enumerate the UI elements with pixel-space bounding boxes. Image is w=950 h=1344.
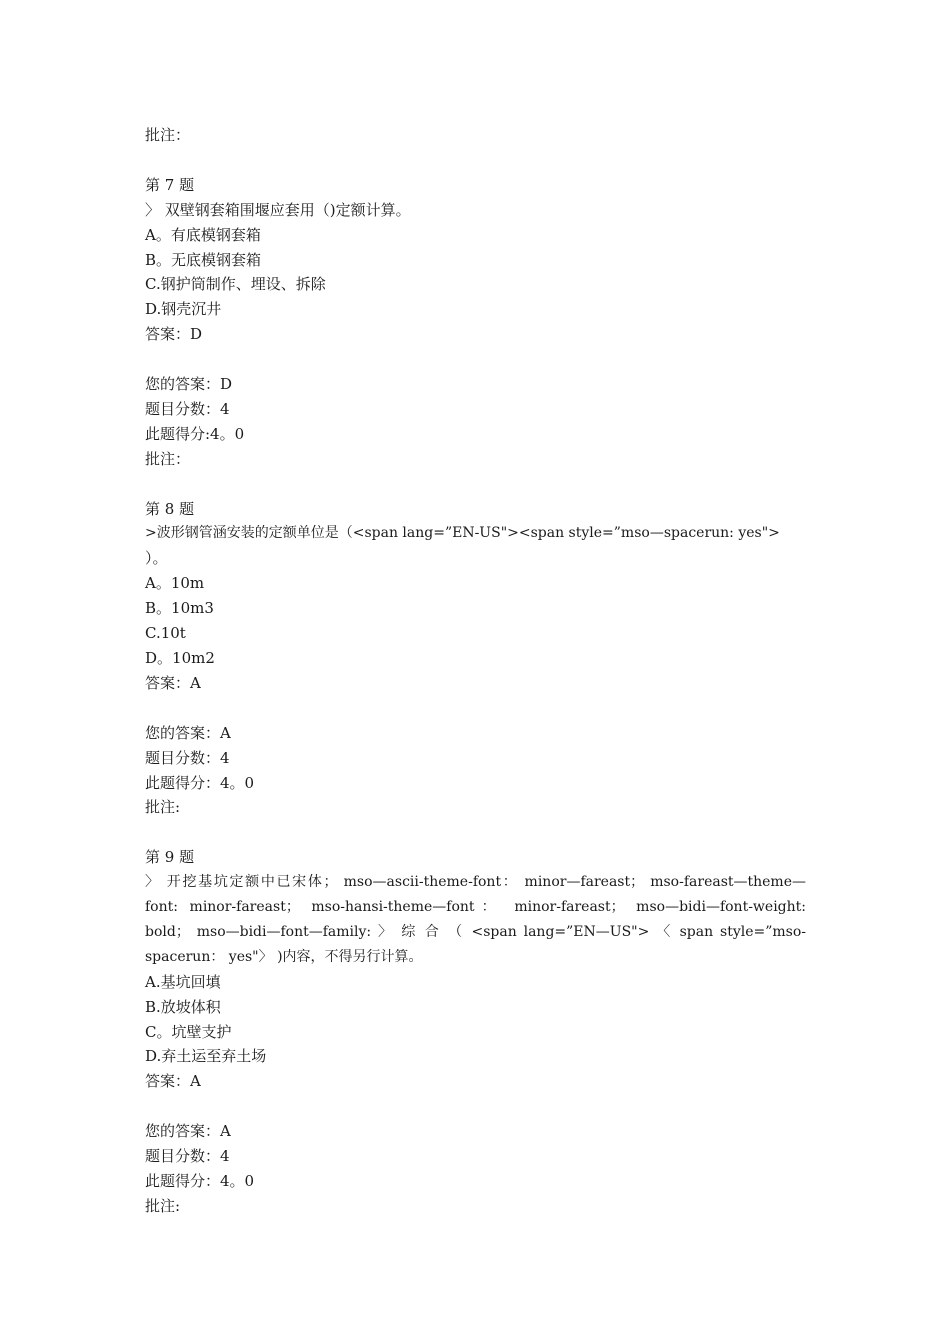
question-title: 第 7 题 — [145, 175, 195, 194]
your-answer: 您的答案：D — [145, 375, 233, 394]
question-title: 第 9 题 — [145, 848, 195, 867]
option-c: C.10t — [145, 624, 186, 643]
question-title: 第 8 题 — [145, 499, 195, 518]
document-body — [145, 123, 806, 1219]
option-a: A。10m — [145, 574, 205, 593]
question-score: 此题得分:4。0 — [145, 424, 245, 443]
note-label: 批注: — [145, 1196, 181, 1215]
question-points: 题目分数：4 — [145, 748, 230, 767]
question-stem-line-2: ）。 — [145, 549, 168, 568]
note-label: 批注: — [145, 798, 181, 817]
option-b: B。无底模钢套箱 — [145, 250, 262, 269]
option-b: B.放坡体积 — [145, 997, 221, 1016]
your-answer: 您的答案：A — [145, 1122, 231, 1141]
correct-answer: 答案：A — [145, 1072, 201, 1091]
note-label: 批注： — [145, 449, 191, 468]
option-b: B。10m3 — [145, 599, 214, 618]
top-note-label: 批注： — [145, 126, 191, 144]
spacer — [145, 148, 806, 173]
question-stem: 〉 开挖基坑定额中已宋体； mso—ascii-theme-font： minor—fareast； mso-fareast—theme—font: minor-fareast； mso-hansi-theme—font： minor-fareast； mso—bidi—font-weight: bold； mso—bidi—font—family: 〉 综 合 （ <span lang=”EN—US"> 〈 span style=”mso-spacerun： yes"〉 )内容，不得另行计算。 — [145, 874, 806, 965]
question-stem-line-1: >波形钢管涵安装的定额单位是（<span lang=”EN-US"><span style=”mso—spacerun: yes"> — [145, 525, 780, 542]
option-c: C.钢护筒制作、埋设、拆除 — [145, 275, 326, 294]
question-points: 题目分数：4 — [145, 1147, 230, 1166]
option-d: D。10m2 — [145, 648, 215, 667]
question-stem: 〉 双壁钢套箱围堰应套用（)定额计算。 — [145, 200, 411, 219]
option-a: A.基坑回填 — [145, 972, 221, 991]
question-9 — [145, 845, 806, 1219]
question-score: 此题得分：4。0 — [145, 773, 255, 792]
question-8 — [145, 497, 806, 846]
option-d: D.钢壳沉井 — [145, 300, 222, 319]
spacer — [145, 347, 806, 372]
spacer — [145, 696, 806, 721]
correct-answer: 答案：A — [145, 673, 201, 692]
your-answer: 您的答案：A — [145, 723, 231, 742]
option-d: D.弃土运至弃土场 — [145, 1047, 267, 1066]
question-7 — [145, 173, 806, 497]
option-c: C。坑壁支护 — [145, 1022, 232, 1041]
option-a: A。有底模钢套箱 — [145, 225, 261, 244]
spacer — [145, 472, 806, 497]
question-points: 题目分数：4 — [145, 399, 230, 418]
spacer — [145, 1094, 806, 1119]
correct-answer: 答案：D — [145, 325, 203, 344]
spacer — [145, 820, 806, 845]
question-score: 此题得分：4。0 — [145, 1171, 255, 1190]
